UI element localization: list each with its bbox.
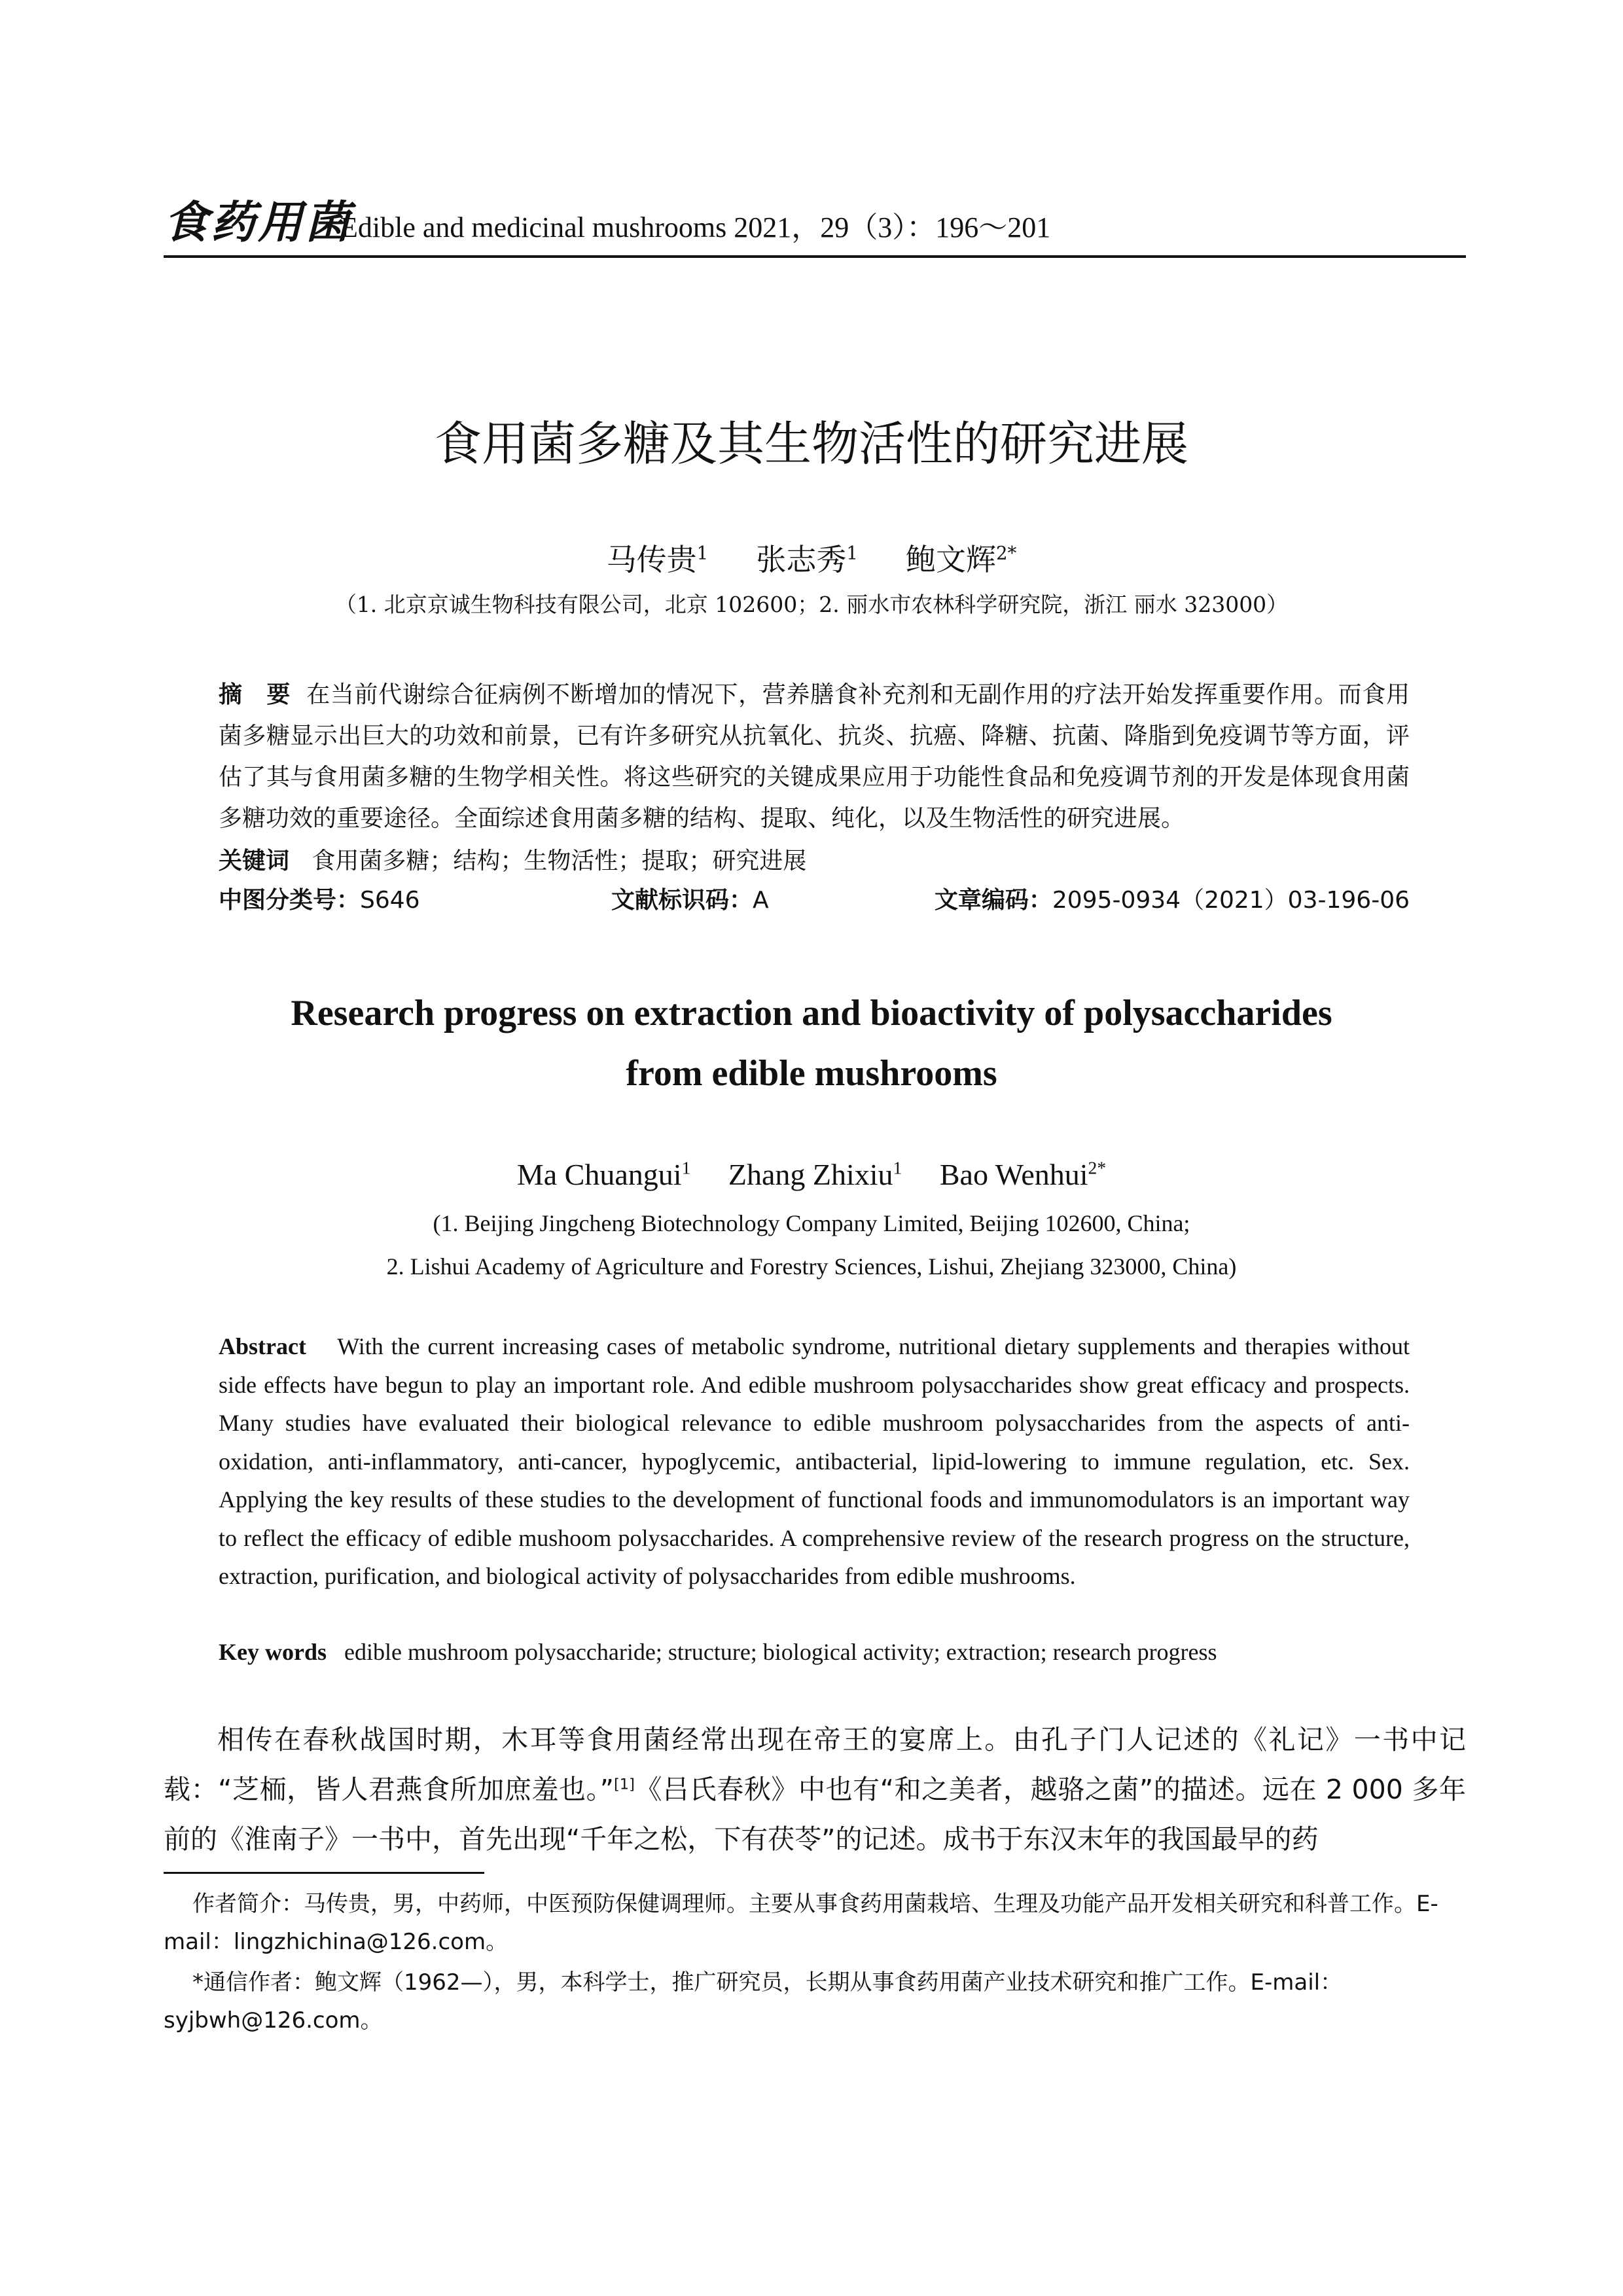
authors-en — [0, 1152, 1623, 1198]
footnote-rule — [164, 1872, 484, 1874]
abstract-cn — [219, 674, 1410, 839]
author-name: Bao Wenhui — [939, 1158, 1088, 1191]
body-paragraph — [164, 1715, 1466, 1864]
classification-row — [219, 881, 1410, 920]
keywords-cn-label: 关键词 — [219, 848, 290, 874]
doc-label: 文献标识码： — [611, 887, 753, 914]
affiliation-en-line: (1. Beijing Jingcheng Biotechnology Company Limited, Beijing 102600, China; — [433, 1210, 1190, 1236]
article-code — [935, 881, 1410, 920]
author-mark: 1 — [681, 1157, 691, 1178]
author-mark: 1 — [696, 542, 709, 564]
paper-title-cn: 食用菌多糖及其生物活性的研究进展 — [434, 416, 1188, 471]
abstract-cn-label: 摘 要 — [219, 681, 291, 708]
doc-value: A — [753, 887, 769, 914]
abstract-cn-text: 在当前代谢综合征病例不断增加的情况下，营养膳食补充剂和无副作用的疗法开始发挥重要作用。而食用菌多糖显示出巨大的功效和前景，已有许多研究从抗氧化、抗炎、抗癌、降糖、抗菌、降脂到免疫调节等方面，评估了其与食用菌多糖的生物学相关性。将这些研究的关键成果应用于功能性食品和免疫调节剂的开发是体现食用菌多糖功效的重要途径。全面综述食用菌多糖的结构、提取、纯化，以及生物活性的研究进展。 — [219, 681, 1410, 832]
abstract-en — [219, 1327, 1410, 1596]
footnotes — [164, 1885, 1466, 2042]
author-name: Ma Chuangui — [516, 1158, 682, 1191]
authors-cn — [0, 537, 1623, 583]
body-text: 相传在春秋战国时期，木耳等食用菌经常出现在帝王的宴席上。由孔子门人记述的《礼记》一书中记载：“芝栭，皆人君燕食所加庶羞也。” — [164, 1724, 1466, 1805]
author-mark: 1 — [893, 1157, 902, 1178]
body-text: 《吕氏春秋》中也有“和之美者，越骆之菌”的描述。远在 2 000 多年前的《淮南子》一书中，首先出现“千年之松，下有茯苓”的记述。成书于东汉末年的我国最早的药 — [164, 1774, 1466, 1855]
author-mark: 2* — [1088, 1157, 1107, 1178]
affiliation-en-line: 2. Lishui Academy of Agriculture and Forestry Sciences, Lishui, Zhejiang 323000, China) — [386, 1253, 1237, 1280]
abstract-en-text: With the current increasing cases of metabolic syndrome, nutritional dietary supplements and therapies without side effects have begun to play an important role. And edible mushroom polysaccharides show great efficacy and prospects. Many studies have evaluated their biological relevance to edible mushroom polysaccharides from the aspects of anti-oxidation, anti-inflammatory, anti-cancer, hypoglycemic, antibacterial, lipid-lowering to immune regulation, etc. Sex. Applying the key results of these studies to the development of functional foods and immunomodulators is an important way to reflect the efficacy of edible mushoom polysaccharides. A comprehensive review of the research progress on the structure, extraction, purification, and biological activity of polysaccharides from edible mushrooms. — [219, 1333, 1410, 1589]
affiliation-en — [0, 1202, 1623, 1288]
clc-number — [219, 887, 420, 914]
author-mark: 1 — [846, 542, 858, 564]
journal-citation: Edible and medicinal mushrooms 2021，29（3）：196～201 — [340, 211, 1051, 243]
abstract-en-label: Abstract — [219, 1333, 306, 1359]
paper-title-en — [0, 983, 1623, 1103]
article-value: 2095-0934（2021）03-196-06 — [1052, 887, 1410, 914]
keywords-cn-text: 食用菌多糖；结构；生物活性；提取；研究进展 — [312, 848, 807, 874]
citation-ref: [1] — [613, 1776, 635, 1793]
keywords-cn — [219, 842, 1410, 881]
title-en-line: Research progress on extraction and bioactivity of polysaccharides — [291, 993, 1332, 1033]
footnote-author-intro: 作者简介：马传贵，男，中药师，中医预防保健调理师。主要从事食药用菌栽培、生理及功能产品开发相关研究和科普工作。E-mail：lingzhichina@126.com。 — [164, 1891, 1438, 1955]
author-name: 张志秀 — [756, 542, 847, 577]
author-name: 马传贵 — [606, 542, 697, 577]
author-name: 鲍文辉 — [906, 542, 996, 577]
journal-header — [164, 190, 1466, 258]
keywords-en-label: Key words — [219, 1639, 327, 1665]
author-name: Zhang Zhixiu — [728, 1158, 893, 1191]
keywords-en-text: edible mushroom polysaccharide; structure; biological activity; extraction; research progress — [344, 1639, 1217, 1665]
footnote-corresponding: *通信作者：鲍文辉（1962—），男，本科学士，推广研究员，长期从事食药用菌产业技术研究和推广工作。E-mail：syjbwh@126.com。 — [164, 1969, 1343, 2034]
journal-logo: 食药用菌 — [164, 196, 353, 249]
keywords-en — [219, 1632, 1410, 1672]
title-en-line: from edible mushrooms — [626, 1053, 997, 1094]
article-label: 文章编码： — [934, 887, 1052, 914]
document-code — [611, 881, 769, 920]
clc-value: S646 — [360, 887, 420, 914]
author-mark: 2* — [996, 542, 1017, 564]
affiliation-cn: （1. 北京京诚生物科技有限公司，北京 102600；2. 丽水市农林科学研究院，浙江 丽水 323000） — [334, 592, 1289, 617]
clc-label: 中图分类号： — [219, 887, 361, 914]
